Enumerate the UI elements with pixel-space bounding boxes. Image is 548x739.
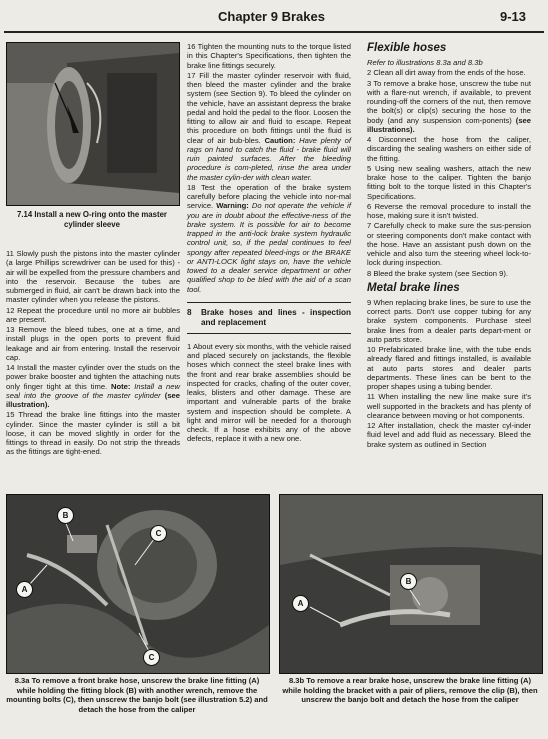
photo-illustration	[7, 43, 179, 205]
para-8-11: 11 When installing the new line make sure it's well supported in the brackets and has plenty of clearance between moving or hot components.	[367, 392, 531, 420]
para-8-9: 9 When replacing brake lines, be sure to use the correct parts. Don't use copper tubing for any brake system components. Purchase steel brake lines from a dealer parts depart-ment or auto parts store.	[367, 297, 531, 344]
photo-rear-brake-hose	[279, 494, 543, 674]
para-7-18: 18 Test the operation of the brake system carefully before placing the vehicle into nor-mal service. Warning: Do not operate the vehicle if you are in doubt about the effective-ness of the brake system. It is possible for air to become trapped in the anti-lock brake system hydraulic control unit, so, if the pedal continues to feel spongy after repeated bleed-ings or the BRAKE or ANTI-LOCK light stays on, have the vehicle towed to a dealer service department or other qualified shop to be bled with the aid of a scan tool.	[187, 182, 351, 294]
refer-illustrations: Refer to illustrations 8.3a and 8.3b	[367, 58, 483, 67]
column-3-text	[367, 42, 531, 450]
para-7-11: 11 Slowly push the pistons into the master cylinder (a large Phillips screwdriver can be used for this) - air will be expelled from the pressure chambers and into the reservoir. Because the tubes are submerged in fluid, air can't be drawn back into the master cylinder when you release the pistons.	[6, 249, 180, 305]
label-a: A	[292, 595, 309, 612]
photo-illustration	[7, 495, 269, 673]
para-8-7: 7 Carefully check to make sure the sus-pension or steering components don't make contact with the hose. Have an assistant push down on the vehicle and also turn the steering wheel lock-to-lock during inspection.	[367, 221, 531, 268]
column-1-text	[6, 249, 180, 458]
label-c-top: C	[150, 525, 167, 542]
chapter-title: Chapter 9 Brakes	[218, 9, 325, 24]
para-7-16: 16 Tighten the mounting nuts to the torque listed in this Chapter's Specifications, then tighten the brake line fittings securely.	[187, 42, 351, 70]
caption-8-3b: 8.3b To remove a rear brake hose, unscrew the brake line fitting (A) while holding the bracket with a pair of pliers, remove the clip (B), then unscrew the banjo bolt and detach the hose from the caliper	[282, 676, 538, 704]
para-8-10: 10 Prefabricated brake line, with the tube ends already flared and fittings installed, is available at auto parts stores and dealer parts departments. These lines can be bent to the proper shapes using a tubing bender.	[367, 345, 531, 391]
para-8-2: 2 Clean all dirt away from the ends of the hose.	[367, 68, 526, 78]
para-8-1: 1 About every six months, with the vehicle raised and placed securely on jackstands, the flexible hoses which connect the steel brake lines with the front and rear brake assemblies should be inspected for cracks, chafing of the outer cover, leaks, blisters and other damage. These are important and vulnerable parts of the brake system and inspection should be complete. A light and mirror will be needed for a thorough check. If a hose exhibits any of the above defects, replace it with a new one.	[187, 341, 351, 444]
label-a: A	[16, 581, 33, 598]
para-7-14: 14 Install the master cylinder over the studs on the power brake booster and tighten the attaching nuts only finger tight at this time. Note: Install a new seal into the groove of the master cylinder (see illustration).	[6, 363, 180, 409]
para-8-5: 5 Using new sealing washers, attach the new brake hose to the caliper. Tighten the banjo fitting bolt to the torque listed in this Chapter's Specifications.	[367, 163, 531, 201]
heading-metal-brake-lines: Metal brake lines	[367, 281, 460, 294]
heading-flexible-hoses: Flexible hoses	[367, 42, 447, 54]
section-8-heading: 8 Brake hoses and lines - inspection and replacement	[187, 302, 351, 334]
para-7-12: 12 Repeat the procedure until no more air bubbles are present.	[6, 305, 180, 324]
para-7-15: 15 Thread the brake line fittings into the master cylinder. Since the master cylinder is still a bit loose, it can be moved slightly in order for the fittings to thread in easily. Do not strip the threads as the fittings are tight-ened.	[6, 410, 180, 457]
para-7-13: 13 Remove the bleed tubes, one at a time, and install plugs in the open ports to prevent fluid leakage and air from entering. Install the reservoir cap.	[6, 325, 180, 362]
column-2-text	[187, 42, 351, 445]
page-number: 9-13	[500, 9, 527, 24]
label-b: B	[400, 573, 417, 590]
para-8-6: 6 Reverse the removal procedure to install the hose, making sure it isn't twisted.	[367, 201, 531, 220]
label-b: B	[57, 507, 74, 524]
label-c-bottom: C	[143, 649, 160, 666]
caption-8-3a: 8.3a To remove a front brake hose, unscrew the brake line fitting (A) while holding the fitting block (B) with another wrench, remove the mounting bolts (C), then unscrew the banjo bolt (see illustration 5.2) and detach the hose from the caliper	[6, 676, 268, 714]
para-8-4: 4 Disconnect the hose from the caliper, discarding the sealing washers on either side of the fitting.	[367, 135, 531, 163]
photo-o-ring-master-cylinder	[6, 42, 180, 206]
caption-7-14: 7.14 Install a new O-ring onto the master cylinder sleeve	[17, 210, 167, 229]
para-8-12: 12 After installation, check the master cyl-inder fluid level and add fluid as necessary. Bleed the brake system as outlined in Section	[367, 421, 531, 449]
para-8-8: 8 Bleed the brake system (see Section 9).	[367, 268, 508, 278]
para-7-17: 17 Fill the master cylinder reservoir with fluid, then bleed the master cylinder and the brake system (see Section 9). To bleed the cylinder on the vehicle, have an assistant depress the brake pedal and hold the pedal to the floor. Loosen the fitting to allow air and fluid to escape. Repeat this procedure on both fittings until the fluid is clear of air bub-bles. Caution: Have plenty of rags on hand to catch the fluid - brake fluid will ruin painted surfaces. After the bleeding procedure is com-pleted, rinse the area under the master cylin-der with clean water.	[187, 70, 351, 182]
header-rule	[4, 31, 544, 33]
photo-front-brake-hose	[6, 494, 270, 674]
page-header	[0, 0, 548, 32]
para-8-3: 3 To remove a brake hose, unscrew the tube nut with a flare-nut wrench, if available, to prevent rounding-off the corners of the nut, then remove the bolt(s) or clip(s) securing the hose to the body (and any suspension com-ponents) (see illustrations).	[367, 78, 531, 134]
